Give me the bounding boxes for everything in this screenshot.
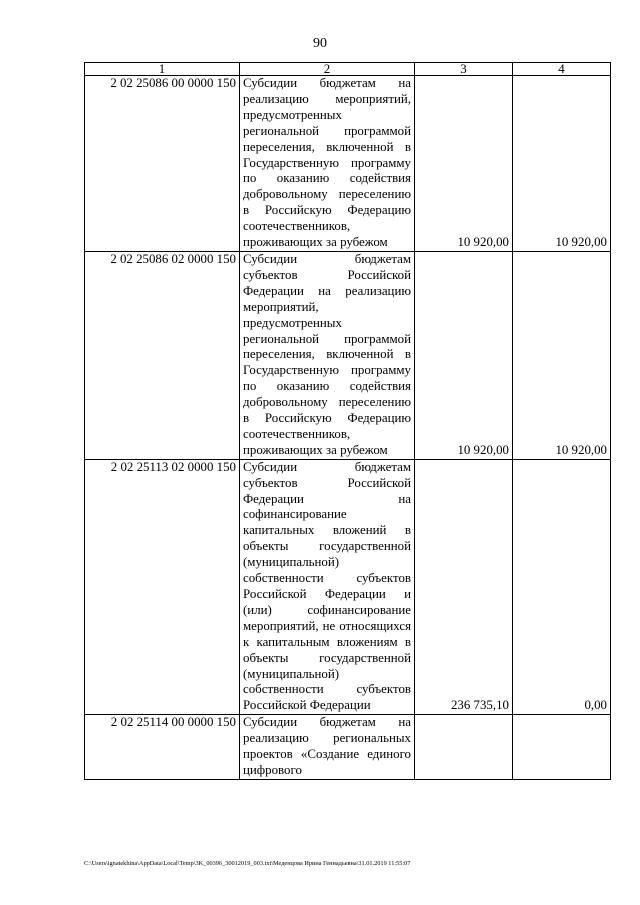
classification-code: 2 02 25086 02 0000 150 bbox=[85, 251, 240, 459]
amount-col3: 10 920,00 bbox=[415, 76, 513, 252]
table-row bbox=[85, 251, 611, 459]
amount-col3: 236 735,10 bbox=[415, 459, 513, 715]
amount-col3: 10 920,00 bbox=[415, 251, 513, 459]
column-header-2: 2 bbox=[240, 63, 415, 76]
amount-col4: 10 920,00 bbox=[513, 251, 611, 459]
classification-code: 2 02 25114 00 0000 150 bbox=[85, 715, 240, 780]
row-description: Субсидии бюджетам субъектов Российской Федерации на реализацию мероприятий, предусмотренных региональной программой переселения, включенной в Государственную программу по оказанию содействия добровольному переселению в Российскую Федерацию соотечественников, проживающих за рубежом bbox=[240, 251, 415, 459]
classification-code: 2 02 25086 00 0000 150 bbox=[85, 76, 240, 252]
row-description: Субсидии бюджетам субъектов Российской Федерации на софинансирование капитальных вложений в объекты государственной (муниципальной) собственности субъектов Российской Федерации и (или) софинансирование мероприятий, не относящихся к капитальным вложениям в объекты государственной (муниципальной) собственности субъектов Российской Федерации bbox=[240, 459, 415, 715]
amount-col4 bbox=[513, 715, 611, 780]
budget-table bbox=[84, 62, 611, 780]
table-row bbox=[85, 76, 611, 252]
classification-code: 2 02 25113 02 0000 150 bbox=[85, 459, 240, 715]
row-description: Субсидии бюджетам на реализацию мероприятий, предусмотренных региональной программой переселения, включенной в Государственную программу по оказанию содействия добровольному переселению в Российскую Федерацию соотечественников, проживающих за рубежом bbox=[240, 76, 415, 252]
footer-file-path: C:\Users\ignatekhina\AppData\Local\Temp\3K_00396_30012019_003.txt\Меденцова Ирина Геннадьевна\31.01.2019 11:55:07 bbox=[84, 860, 411, 867]
table-row bbox=[85, 715, 611, 780]
table-header-row bbox=[85, 63, 611, 76]
column-header-1: 1 bbox=[85, 63, 240, 76]
column-header-3: 3 bbox=[415, 63, 513, 76]
column-header-4: 4 bbox=[513, 63, 611, 76]
amount-col3 bbox=[415, 715, 513, 780]
amount-col4: 10 920,00 bbox=[513, 76, 611, 252]
table-row bbox=[85, 459, 611, 715]
amount-col4: 0,00 bbox=[513, 459, 611, 715]
row-description-partial bbox=[240, 715, 415, 780]
page-number: 90 bbox=[313, 36, 327, 51]
row-description-text: Субсидии бюджетам на реализацию региональных проектов «Создание единого цифрового bbox=[243, 715, 411, 777]
